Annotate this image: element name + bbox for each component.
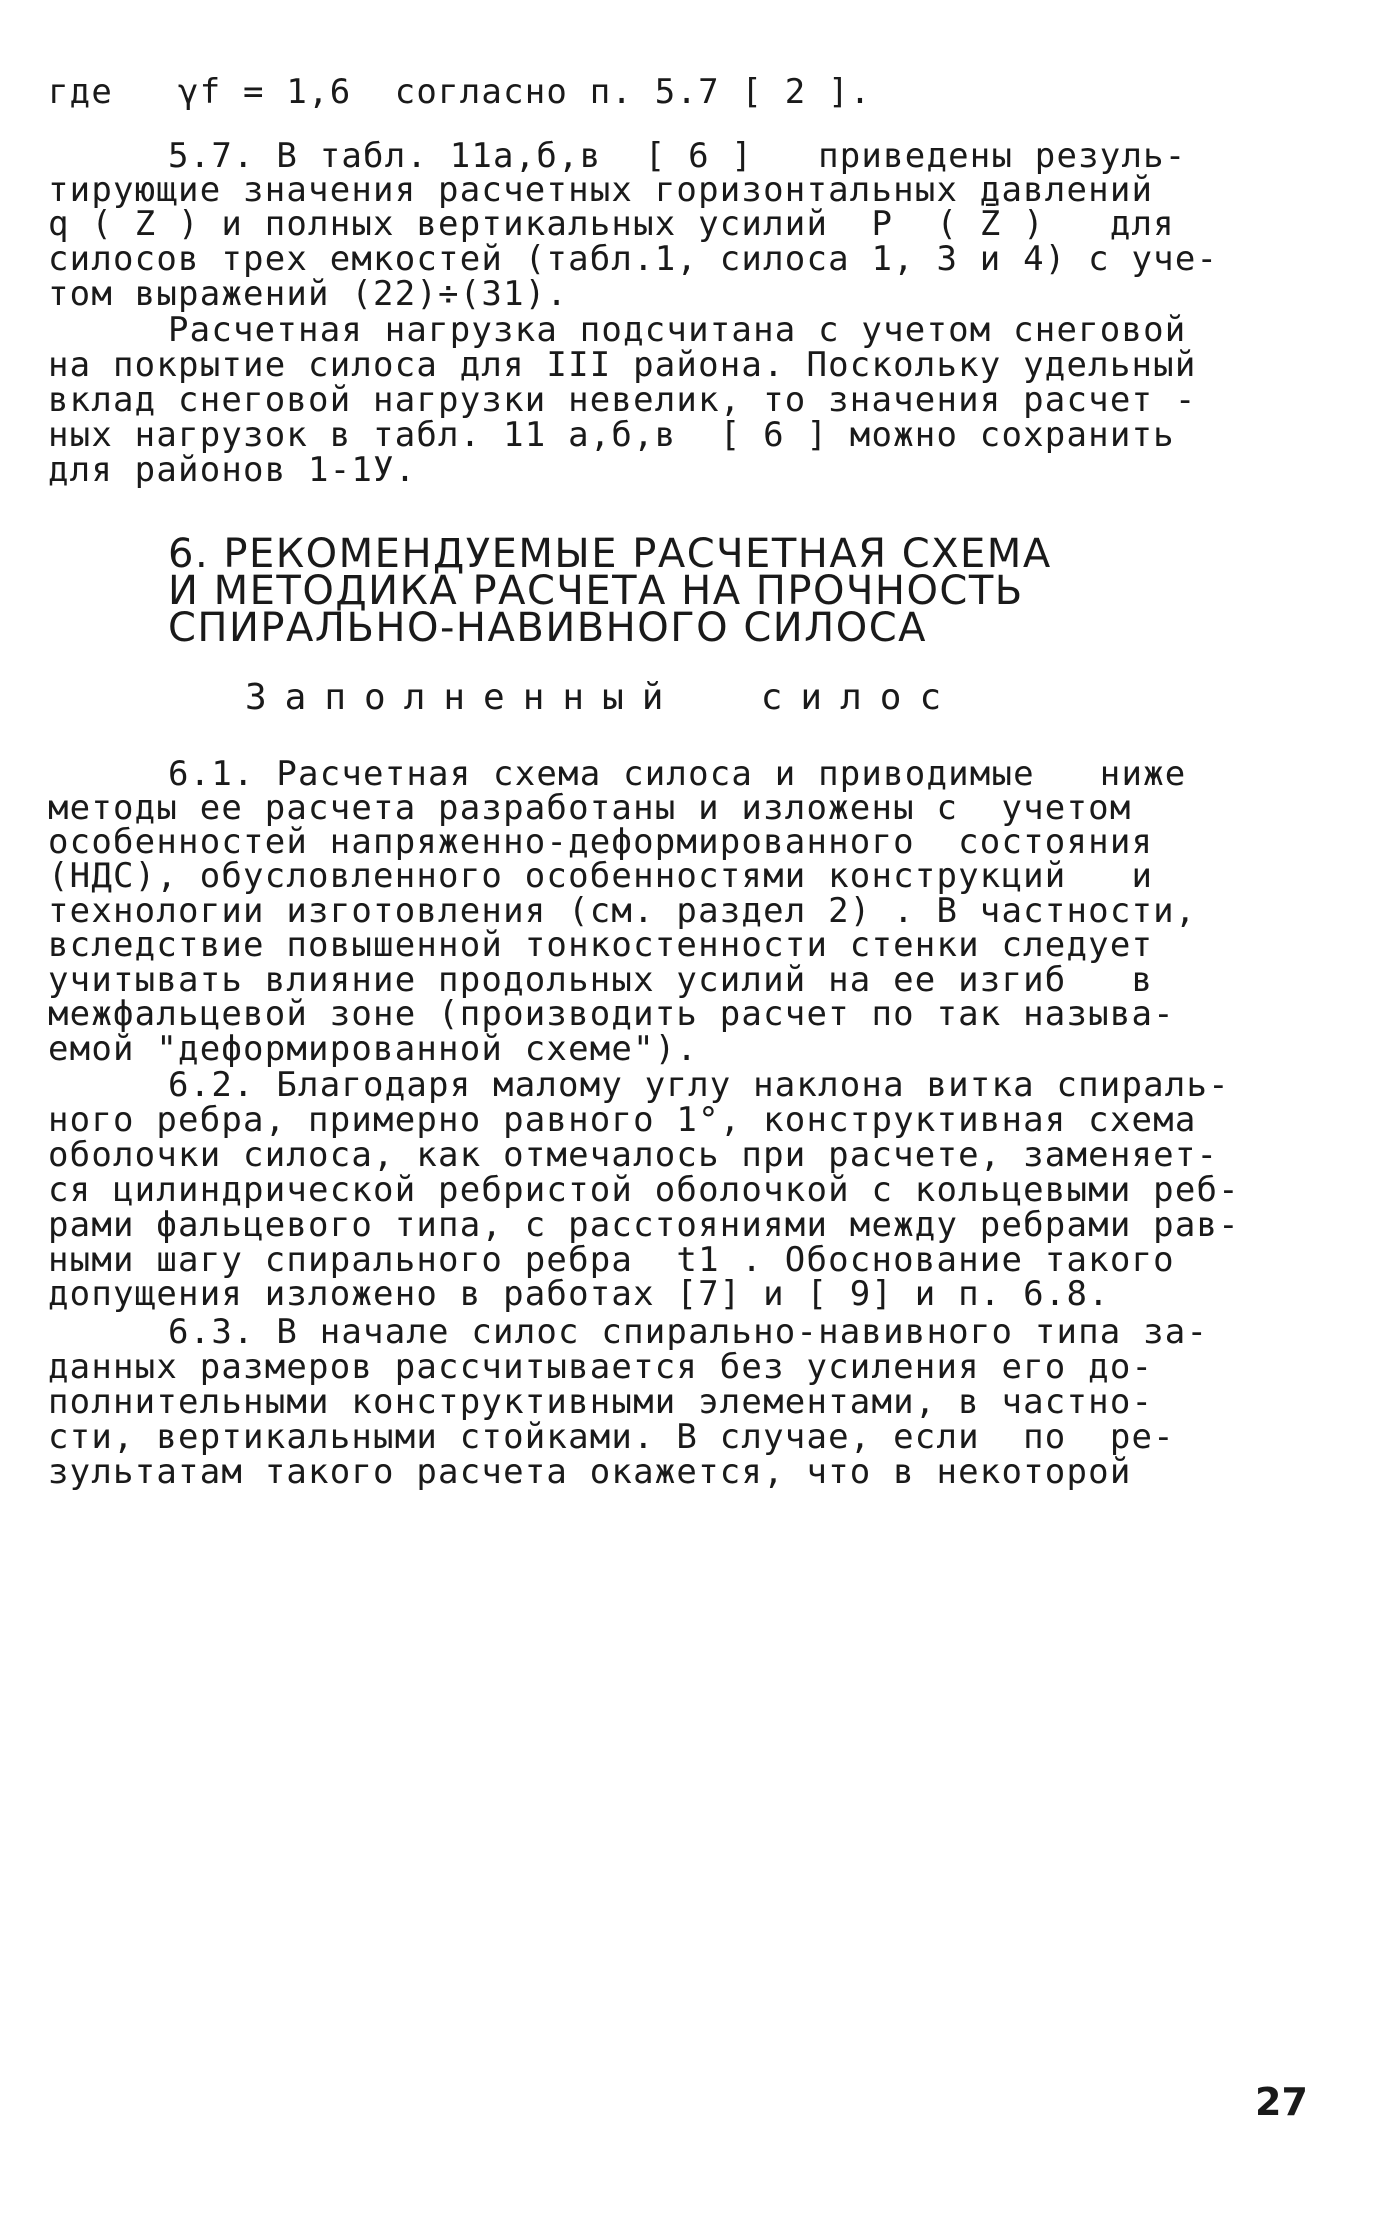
text-line: вследствие повышенной тонкостенности стенки следует: [48, 925, 1154, 965]
text-line: данных размеров рассчитывается без усиления его до-: [48, 1347, 1154, 1387]
text-line: тирующие значения расчетных горизонтальных давлений: [48, 170, 1154, 210]
text-line: где γf = 1,6 согласно п. 5.7 [ 2 ].: [48, 72, 872, 112]
section-heading-line: 6. РЕКОМЕНДУЕМЫЕ РАСЧЕТНАЯ СХЕМА: [168, 531, 1052, 577]
text-line: ного ребра, примерно равного 1°, конструктивная схема: [48, 1100, 1197, 1140]
text-line: емой "деформированной схеме").: [48, 1029, 699, 1069]
text-line: 5.7. В табл. 11а,б,в [ 6 ] приведены резуль-: [168, 136, 1187, 176]
text-line: вклад снеговой нагрузки невелик, то значения расчет -: [48, 380, 1197, 420]
text-line: методы ее расчета разработаны и изложены с учетом: [48, 788, 1132, 828]
subsection-heading: Заполненный силос: [245, 677, 960, 718]
text-line: 6.3. В начале силос спирально-навивного типа за-: [168, 1312, 1209, 1352]
text-line: оболочки силоса, как отмечалось при расчете, заменяет-: [48, 1135, 1219, 1175]
text-line: том выражений (22)÷(31).: [48, 274, 569, 314]
text-line: сти, вертикальными стойками. В случае, если по ре-: [48, 1417, 1175, 1457]
text-line: q ( Z ) и полных вертикальных усилий P ( Z̄ ) для: [48, 204, 1175, 244]
text-line: ными шагу спирального ребра t1 . Обоснование такого: [48, 1240, 1175, 1280]
text-line: на покрытие силоса для III района. Поскольку удельный: [48, 345, 1197, 385]
section-heading-line: СПИРАЛЬНО-НАВИВНОГО СИЛОСА: [168, 605, 928, 651]
page-number: 27: [1255, 2080, 1308, 2124]
text-line: для районов 1-1У.: [48, 450, 417, 490]
text-line: допущения изложено в работах [7] и [ 9] и п. 6.8.: [48, 1274, 1110, 1314]
text-line: Расчетная нагрузка подсчитана с учетом снеговой: [168, 310, 1187, 350]
text-line: технологии изготовления (см. раздел 2) . В частности,: [48, 891, 1197, 931]
text-line: силосов трех емкостей (табл.1, силоса 1, 3 и 4) с уче-: [48, 239, 1219, 279]
text-line: (НДС), обусловленного особенностями конструкций и: [48, 856, 1154, 896]
text-line: полнительными конструктивными элементами, в частно-: [48, 1382, 1154, 1422]
text-line: 6.2. Благодаря малому углу наклона витка спираль-: [168, 1065, 1230, 1105]
text-line: ных нагрузок в табл. 11 а,б,в [ 6 ] можно сохранить: [48, 415, 1175, 455]
section-heading-line: И МЕТОДИКА РАСЧЕТА НА ПРОЧНОСТЬ: [168, 568, 1024, 614]
text-line: рами фальцевого типа, с расстояниями между ребрами рав-: [48, 1205, 1240, 1245]
text-line: зультатам такого расчета окажется, что в некоторой: [48, 1452, 1132, 1492]
text-line: особенностей напряженно-деформированного состояния: [48, 822, 1154, 862]
text-line: межфальцевой зоне (производить расчет по так называ-: [48, 994, 1175, 1034]
text-line: ся цилиндрической ребристой оболочкой с кольцевыми реб-: [48, 1170, 1240, 1210]
text-line: учитывать влияние продольных усилий на ее изгиб в: [48, 960, 1154, 1000]
text-line: 6.1. Расчетная схема силоса и приводимые ниже: [168, 754, 1187, 794]
